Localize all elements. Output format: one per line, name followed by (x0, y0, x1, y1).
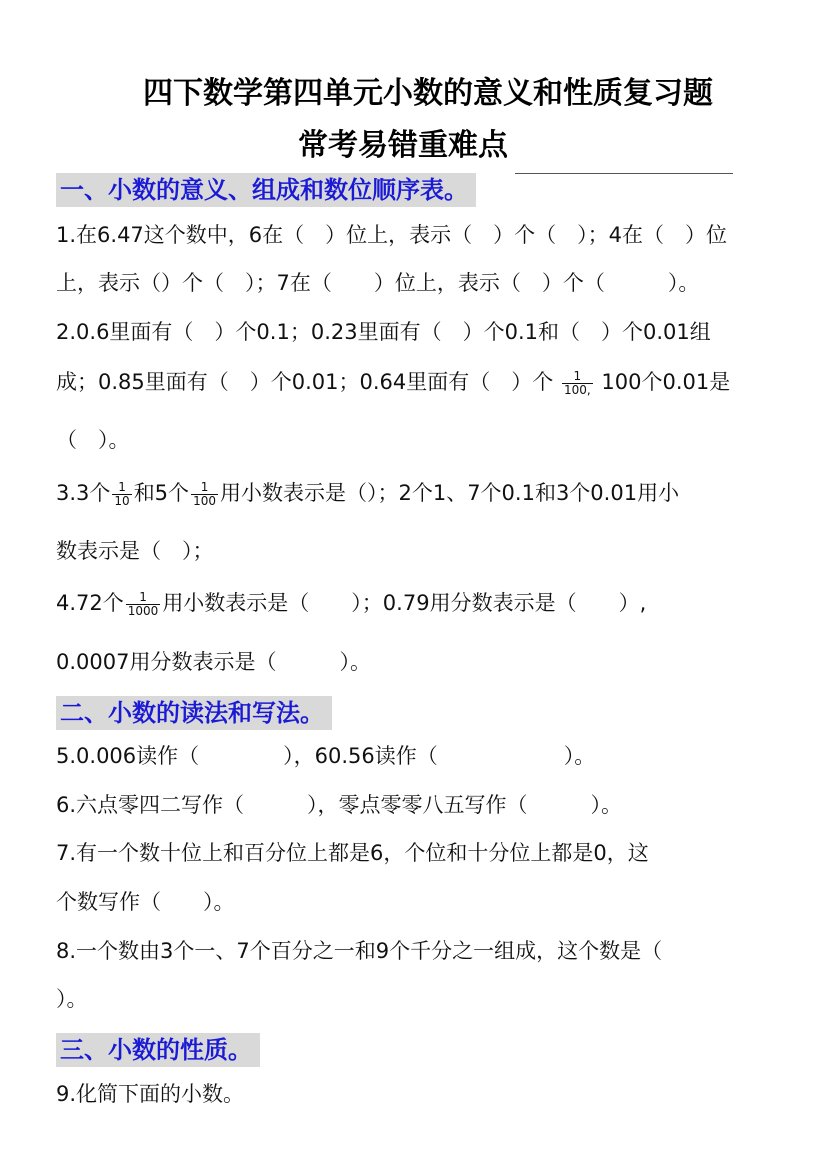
question-4-line-1: 4.72个 $\frac{1}{1000}$ 用小数表示是（ ）；0.79用分数表示是（ ）, (56, 589, 647, 618)
question-7-line-2: 个数写作（ ）。 (56, 890, 235, 914)
page-title: 四下数学第四单元小数的意义和性质复习题 (143, 76, 713, 111)
fraction: $\frac{1}{100,}$ (563, 368, 591, 397)
question-2-line-3: （ ）。 (56, 428, 130, 452)
question-8-line-1: 8.一个数由3个一、7个百分之一和9个千分之一组成，这个数是（ (56, 939, 663, 963)
question-2-line-2 (56, 367, 730, 397)
question-9: 9.化简下面的小数。 (56, 1082, 245, 1106)
question-2-text-a: 成；0.85里面有（ ）个0.01；0.64里面有（ ）个 (56, 370, 554, 394)
fraction: $\frac{1}{10}$ (114, 479, 130, 508)
question-7-line-1: 7.有一个数十位上和百分位上都是6，个位和十分位上都是0，这 (56, 841, 649, 865)
section-heading-1: 一、小数的意义、组成和数位顺序表。 (56, 173, 476, 207)
page-subtitle: 常考易错重难点 (298, 128, 508, 163)
question-4-line-2: 0.0007用分数表示是（ ）。 (56, 650, 371, 674)
question-8-line-2: ）。 (56, 987, 88, 1011)
question-2-line-1: 2.0.6里面有（ ）个0.1；0.23里面有（ ）个0.1和（ ）个0.01组 (56, 320, 711, 344)
section-heading-2: 二、小数的读法和写法。 (56, 696, 332, 730)
question-2-text-b: 100个0.01是 (601, 370, 731, 394)
question-3-line-2: 数表示是（ ）； (56, 539, 214, 563)
question-3-line-1: 3.3个 $\frac{1}{10}$ 和5个 $\frac{1}{100}$ 用小数表示是（）；2个1、7个0.1和3个0.01用小 (56, 479, 680, 508)
fraction: $\frac{1}{1000}$ (127, 589, 159, 618)
fraction: $\frac{1}{100}$ (193, 479, 216, 508)
question-1-line-2: 上，表示（）个（ ）；7在（ ）位上，表示（ ）个（ ）。 (56, 271, 700, 295)
question-5: 5.0.006读作（ ），60.56读作（ ）。 (56, 744, 596, 768)
question-1-line-1: 1.在6.47这个数中，6在（ ）位上，表示（ ）个（ ）；4在（ ）位 (56, 223, 728, 247)
section-heading-3: 三、小数的性质。 (56, 1033, 260, 1067)
title-underline (515, 173, 733, 174)
question-6: 6.六点零四二写作（ ），零点零零八五写作（ ）。 (56, 793, 623, 817)
